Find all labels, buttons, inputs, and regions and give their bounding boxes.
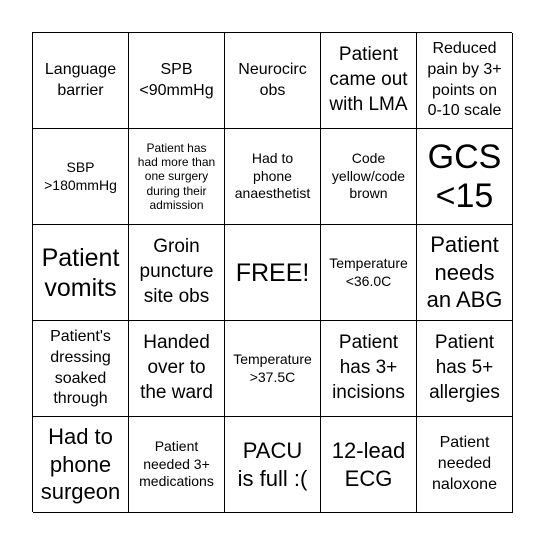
- bingo-cell-r2c2[interactable]: Patient has had more than one surgery during their admission: [129, 129, 225, 225]
- bingo-cell-r1c1[interactable]: Language barrier: [33, 33, 129, 129]
- bingo-cell-r1c2[interactable]: SPB <90mmHg: [129, 33, 225, 129]
- bingo-cell-r5c1[interactable]: Had to phone surgeon: [33, 417, 129, 513]
- bingo-cell-r4c1[interactable]: Patient's dressing soaked through: [33, 321, 129, 417]
- bingo-cell-r5c4[interactable]: 12-lead ECG: [321, 417, 417, 513]
- bingo-cell-r5c5[interactable]: Patient needed naloxone: [417, 417, 513, 513]
- bingo-cell-r1c4[interactable]: Patient came out with LMA: [321, 33, 417, 129]
- bingo-cell-r3c5[interactable]: Patient needs an ABG: [417, 225, 513, 321]
- bingo-cell-r2c3[interactable]: Had to phone anaesthetist: [225, 129, 321, 225]
- bingo-cell-r4c2[interactable]: Handed over to the ward: [129, 321, 225, 417]
- bingo-cell-r4c4[interactable]: Patient has 3+ incisions: [321, 321, 417, 417]
- bingo-cell-r1c5[interactable]: Reduced pain by 3+ points on 0-10 scale: [417, 33, 513, 129]
- bingo-cell-r5c2[interactable]: Patient needed 3+ medications: [129, 417, 225, 513]
- bingo-cell-r3c4[interactable]: Temperature <36.0C: [321, 225, 417, 321]
- bingo-cell-r2c5[interactable]: GCS <15: [417, 129, 513, 225]
- bingo-cell-free[interactable]: FREE!: [225, 225, 321, 321]
- bingo-board: [32, 32, 512, 512]
- bingo-cell-r3c2[interactable]: Groin puncture site obs: [129, 225, 225, 321]
- bingo-cell-r1c3[interactable]: Neurocirc obs: [225, 33, 321, 129]
- bingo-cell-r3c1[interactable]: Patient vomits: [33, 225, 129, 321]
- bingo-cell-r5c3[interactable]: PACU is full :(: [225, 417, 321, 513]
- bingo-cell-r2c1[interactable]: SBP >180mmHg: [33, 129, 129, 225]
- bingo-cell-r4c3[interactable]: Temperature >37.5C: [225, 321, 321, 417]
- bingo-cell-r2c4[interactable]: Code yellow/code brown: [321, 129, 417, 225]
- bingo-cell-r4c5[interactable]: Patient has 5+ allergies: [417, 321, 513, 417]
